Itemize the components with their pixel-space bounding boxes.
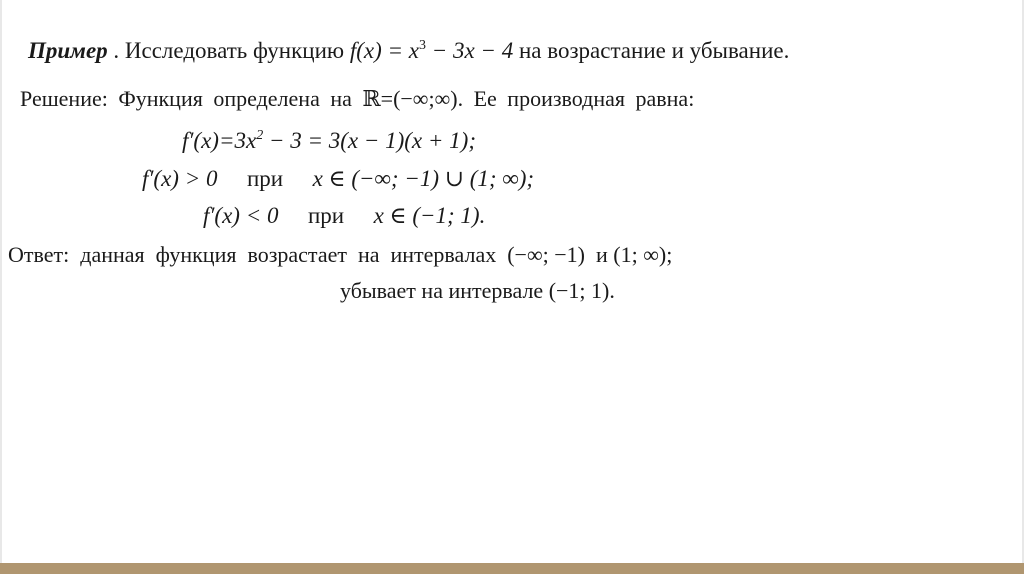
example-statement bbox=[28, 38, 789, 64]
negative-word: при bbox=[307, 203, 345, 228]
example-label: Пример bbox=[28, 38, 108, 63]
positive-condition: f′(x) > 0 bbox=[142, 166, 218, 191]
positive-word: при bbox=[246, 166, 284, 191]
example-task-text: Исследовать функцию bbox=[124, 38, 345, 63]
negative-condition: f′(x) < 0 bbox=[203, 203, 279, 228]
derivative-equation bbox=[182, 128, 476, 154]
slide-left-border bbox=[0, 0, 2, 574]
derivative-eq-right: − 3 = 3(x − 1)(x + 1); bbox=[263, 128, 476, 153]
example-task-tail: на возрастание и убывание. bbox=[519, 38, 790, 63]
answer-line-1: Ответ: данная функция возрастает на интервалах (−∞; −1) и (1; ∞); bbox=[8, 242, 673, 267]
example-function-exponent: 3 bbox=[419, 38, 426, 53]
bottom-accent-bar bbox=[0, 563, 1024, 574]
derivative-negative bbox=[203, 203, 485, 229]
negative-set: x ∈ (−1; 1). bbox=[373, 203, 486, 228]
answer-line-2: убывает на интервале (−1; 1). bbox=[340, 278, 615, 303]
derivative-eq-left: f′(x)=3x bbox=[182, 128, 257, 153]
derivative-eq-exponent: 2 bbox=[256, 128, 264, 143]
derivative-positive bbox=[142, 166, 534, 192]
example-dot: . bbox=[113, 38, 120, 63]
example-function-left: f(x) = x bbox=[349, 38, 419, 63]
positive-set: x ∈ (−∞; −1) ∪ (1; ∞); bbox=[312, 166, 535, 191]
example-function-right: − 3x − 4 bbox=[426, 38, 514, 63]
solution-text: Решение: Функция определена на ℝ=(−∞;∞). Ее производная равна: bbox=[20, 86, 695, 111]
